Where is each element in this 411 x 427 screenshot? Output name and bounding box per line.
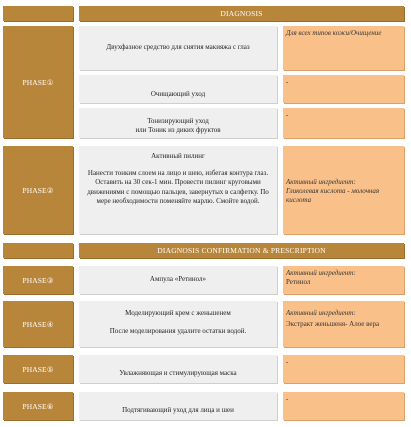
phase-3-label: PHASE③	[3, 266, 73, 294]
step-text: Двухфазное средство для снятия макияжа с глаз	[106, 43, 250, 52]
header-left-cell	[3, 6, 73, 21]
phase-5-note	[283, 355, 404, 383]
step-title: Активный пилинг	[151, 152, 205, 160]
phase-2-note-active-ingredient	[283, 146, 404, 234]
step-text: Очищающий уход	[150, 89, 206, 98]
step-instructions: После моделирования удалите остатки водой.	[109, 327, 247, 336]
phase-1-note-cleansing	[283, 75, 404, 103]
phase-4-label: PHASE④	[3, 301, 73, 347]
step-instructions: Нанести тонким слоем на лицо и шею, избегая контура глаз. Оставить на 30 сек-1 мин. Провести пилинг круговыми движениями с помощью пальцев, завернутых в салфетку. По мере необходимости поменяйте марлю. Смойте водой.	[87, 169, 269, 205]
phase-2-label: PHASE②	[3, 146, 73, 234]
step-text: Подтягивающий уход для лица и шеи	[122, 405, 234, 414]
note-text: -	[286, 358, 289, 366]
note-label: Активный ингредиент:	[286, 269, 356, 277]
phase-3-step-retinol-ampoule	[79, 266, 277, 294]
step-text-line-1: Тонизирующий уход	[147, 116, 209, 125]
note-label: Активный ингредиент:	[286, 178, 356, 186]
phase-1-label: PHASE①	[3, 26, 73, 138]
phase-1-step-eye-makeup-remover	[79, 26, 277, 70]
phase-2-step-active-peeling	[79, 146, 277, 234]
note-text: -	[286, 395, 289, 403]
phase-4-step-modeling-cream	[79, 301, 277, 347]
diagnosis-header: DIAGNOSIS	[79, 6, 404, 21]
phase-3-note-active-ingredient	[283, 266, 404, 294]
phase-1-note-all-skin-types	[283, 26, 404, 70]
step-text: Ампула «Ретинол»	[149, 275, 207, 284]
note-text: -	[286, 78, 289, 86]
phase-1-step-cleansing	[79, 75, 277, 103]
phase-5-label: PHASE⑤	[3, 355, 73, 383]
phase-1-note-toning	[283, 108, 404, 138]
step-title: Моделирующий крем с женьшенем	[125, 309, 231, 317]
step-text: Увлажняющая и стимулирующая маска	[119, 368, 237, 377]
phase-5-step-moisturizing-mask	[79, 355, 277, 383]
phase-1-step-toning	[79, 108, 277, 138]
header2-left-cell	[3, 243, 73, 258]
note-value: Экстракт женьшеня- Алое вера	[286, 319, 380, 328]
phase-6-step-lifting-care	[79, 392, 277, 420]
note-value: Ретинол	[286, 277, 311, 286]
step-text-line-2: или Тоник из диких фруктов	[135, 125, 221, 134]
phase-4-note-active-ingredient	[283, 301, 404, 347]
note-label: Активный ингредиент:	[286, 309, 356, 317]
note-value: Гликолевая кислота - молочная кислота	[286, 186, 380, 204]
confirmation-header: DIAGNOSIS CONFIRMATION & PRESCRIPTION	[79, 243, 404, 258]
phase-6-note	[283, 392, 404, 420]
note-text: Для всех типов кожи/Очищение	[286, 29, 382, 37]
note-text: -	[286, 111, 289, 119]
phase-6-label: PHASE⑥	[3, 392, 73, 420]
